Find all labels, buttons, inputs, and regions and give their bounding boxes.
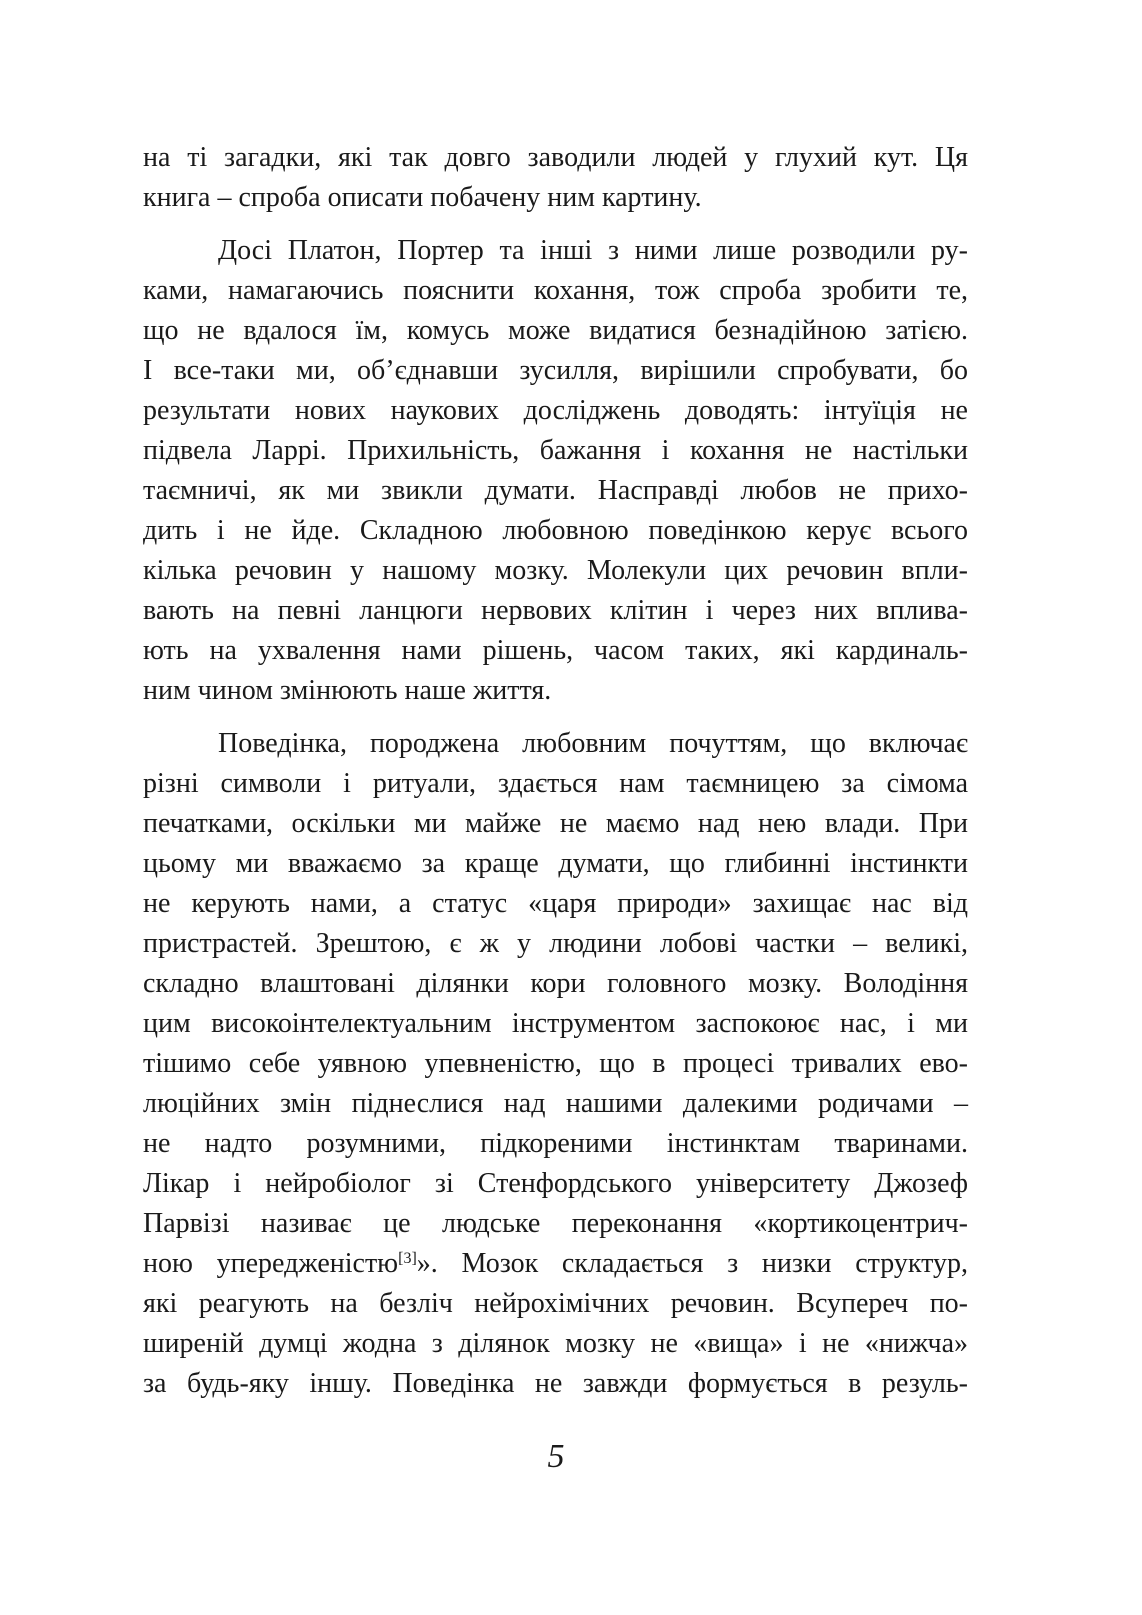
text-line: ширеній думці жодна з ділянок мозку не «вища» і не «нижча» [143, 1328, 968, 1359]
text-line: не надто розумними, підкореними інстинктам тваринами. [143, 1128, 968, 1159]
text-line: цим високоінтелектуальним інструментом заспокоює нас, і ми [143, 1008, 968, 1039]
text-line: тішимо себе уявною упевненістю, що в процесі тривалих ево- [143, 1048, 968, 1079]
paragraph [143, 724, 968, 1404]
text-line: різні символи і ритуали, здається нам таємницею за сімома [143, 768, 968, 799]
text-line: за будь-яку іншу. Поведінка не завжди формується в резуль- [143, 1368, 968, 1399]
text-line: ками, намагаючись пояснити кохання, тож спроба зробити те, [143, 275, 968, 306]
text-line [143, 1244, 968, 1284]
footnote-reference[interactable]: [3] [398, 1250, 417, 1267]
text-line: не керують нами, а статус «царя природи» захищає нас від [143, 888, 968, 919]
text-line: які реагують на безліч нейрохімічних речовин. Всупереч по- [143, 1288, 968, 1319]
text-line: підвела Ларрі. Прихильність, бажання і кохання не настільки [143, 435, 968, 466]
text-fragment: ». Мозок складається з низки структур, [416, 1248, 968, 1279]
text-line: цьому ми вважаємо за краще думати, що глибинні інстинкти [143, 848, 968, 879]
text-line: ють на ухвалення нами рішень, часом таких, які кардиналь- [143, 635, 968, 666]
text-line: книга – спроба описати побачену ним картину. [143, 182, 702, 213]
text-line: пристрастей. Зрештою, є ж у людини лобові частки – великі, [143, 928, 968, 959]
text-line: Парвізі називає це людське переконання «кортикоцентрич- [143, 1208, 968, 1239]
text-line: на ті загадки, які так довго заводили людей у глухий кут. Ця [143, 142, 968, 173]
text-line: Лікар і нейробіолог зі Стенфордського університету Джозеф [143, 1168, 968, 1199]
page-number-text: 5 [547, 1438, 565, 1475]
text-line: Поведінка, породжена любовним почуттям, що включає [218, 728, 968, 759]
text-line: ним чином змінюють наше життя. [143, 675, 552, 706]
text-line: результати нових наукових досліджень доводять: інтуїція не [143, 395, 968, 426]
text-line: що не вдалося їм, комусь може видатися безнадійною затією. [143, 315, 968, 346]
text-line: складно влаштовані ділянки кори головного мозку. Володіння [143, 968, 968, 999]
paragraph [143, 138, 968, 218]
text-line: люційних змін піднеслися над нашими далекими родичами – [143, 1088, 968, 1119]
text-line: таємничі, як ми звикли думати. Насправді любов не прихо- [143, 475, 968, 506]
text-line: І все-таки ми, об’єднавши зусилля, вирішили спробувати, бо [143, 355, 968, 386]
text-line: дить і не йде. Складною любовною поведінкою керує всього [143, 515, 968, 546]
text-line: печатками, оскільки ми майже не маємо над нею влади. При [143, 808, 968, 839]
text-fragment: ною упередженістю [143, 1248, 399, 1279]
paragraph [143, 231, 968, 711]
text-line: кілька речовин у нашому мозку. Молекули цих речовин впли- [143, 555, 968, 586]
page-number [0, 1438, 1142, 1476]
text-line: Досі Платон, Портер та інші з ними лише розводили ру- [218, 235, 968, 266]
text-line: вають на певні ланцюги нервових клітин і через них вплива- [143, 595, 968, 626]
page-body [143, 138, 968, 1417]
